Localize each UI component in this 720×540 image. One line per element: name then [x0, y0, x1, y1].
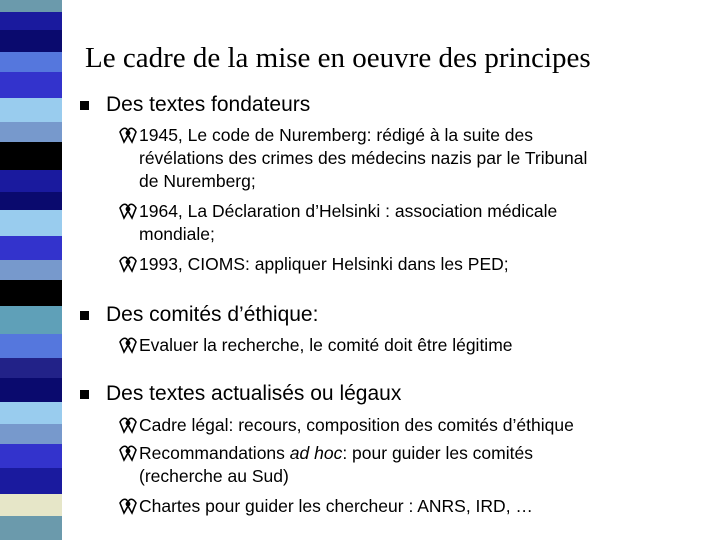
- sub-bullet-item: [118, 124, 587, 193]
- ribbon-bullet-icon: [118, 416, 138, 434]
- sub-bullet-item: [118, 414, 574, 437]
- bullet-text: Des textes fondateurs: [106, 93, 311, 116]
- sub-bullet-text: de Nuremberg;: [139, 171, 256, 191]
- square-bullet-icon: [80, 390, 89, 399]
- ribbon-bullet-icon: [118, 126, 138, 144]
- sub-bullet-text: révélations des crimes des médecins nazis par le Tribunal: [139, 148, 588, 168]
- sub-bullet-item: [118, 442, 533, 488]
- square-bullet-icon: [80, 311, 89, 320]
- sub-bullet-text: mondiale;: [139, 224, 215, 244]
- ribbon-bullet-icon: [118, 202, 138, 220]
- sub-bullet-text-italic: ad hoc: [289, 443, 343, 463]
- sub-bullet-item: [118, 334, 513, 357]
- sub-bullet-text: 1964, La Déclaration d’Helsinki : association médicale: [139, 201, 558, 221]
- sub-bullet-item: [118, 495, 533, 518]
- ribbon-bullet-icon: [118, 255, 138, 273]
- sub-bullet-text-part: : pour guider les comités: [342, 443, 533, 463]
- sub-bullet-item: [118, 253, 509, 276]
- ribbon-bullet-icon: [118, 444, 138, 462]
- sub-bullet-item: [118, 200, 557, 246]
- sub-bullet-text: Evaluer la recherche, le comité doit être légitime: [139, 335, 513, 355]
- sub-bullet-text: 1945, Le code de Nuremberg: rédigé à la suite des: [139, 125, 534, 145]
- sub-bullet-text: (recherche au Sud): [139, 466, 289, 486]
- sub-bullet-text: 1993, CIOMS: appliquer Helsinki dans les PED;: [139, 254, 509, 274]
- square-bullet-icon: [80, 101, 89, 110]
- sub-bullet-text-part: Recommandations: [139, 443, 290, 463]
- bullet-text: Des textes actualisés ou légaux: [106, 382, 402, 405]
- bullet-text: Des comités d’éthique:: [106, 303, 319, 326]
- ribbon-bullet-icon: [118, 336, 138, 354]
- sub-bullet-text: [118, 442, 533, 465]
- decorative-color-stripe: [0, 0, 62, 540]
- ribbon-bullet-icon: [118, 497, 138, 515]
- sub-bullet-text: Chartes pour guider les chercheur : ANRS, IRD, …: [139, 496, 533, 516]
- slide-title: Le cadre de la mise en oeuvre des principes: [85, 42, 591, 74]
- sub-bullet-text: Cadre légal: recours, composition des comités d’éthique: [139, 415, 574, 435]
